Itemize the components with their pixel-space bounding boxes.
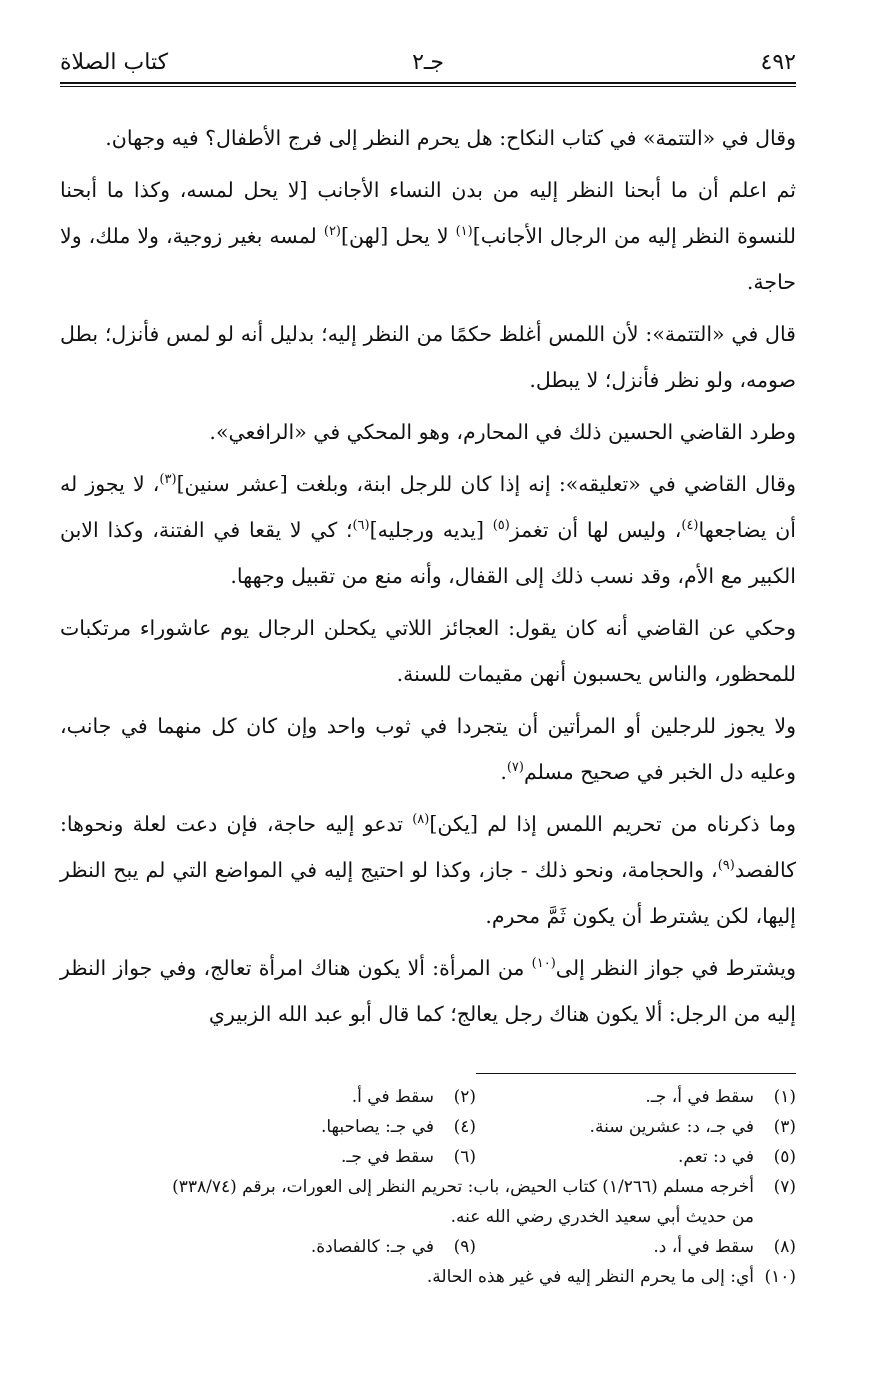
- text-run: ؛ كي لا يقعا في الفتنة، وكذا الابن الكبير مع الأم، وقد نسب ذلك إلى القفال، وأنه منع من تقبيل وجهها.: [60, 518, 796, 588]
- footnote-marker: (٦): [352, 518, 370, 534]
- text-run: قال في «التتمة»: لأن اللمس أغلظ حكمًا من النظر إليه؛ بدليل أنه لو لمس فأنزل؛ بطل صومه، ولو نظر فأنزل؛ لا يبطل.: [60, 322, 796, 392]
- text-run: لمسه بغير زوجية، ولا ملك، ولا حاجة.: [60, 224, 796, 294]
- footnote-2: (٢) سقط في أ.: [351, 1087, 476, 1107]
- footnote-7-continuation: من حديث أبي سعيد الخدري رضي الله عنه.: [450, 1207, 754, 1227]
- footnote-marker: (١٠): [531, 956, 556, 972]
- text-run: ولا يجوز للرجلين أو المرأتين أن يتجردا في ثوب واحد وإن كان كل منهما في جانب، وعليه دل الخبر في صحيح مسلم: [60, 714, 796, 784]
- footnote-4: (٤) في جـ: يصاحبها.: [320, 1117, 476, 1137]
- footnote-marker: (٧): [506, 760, 524, 776]
- footnote-marker: (٥): [492, 518, 510, 534]
- footnote-3: (٣) في جـ، د: عشرين سنة.: [589, 1117, 796, 1137]
- header-rule: [60, 82, 796, 87]
- text-run: وما ذكرناه من تحريم اللمس إذا لم [يكن]: [429, 812, 796, 836]
- footnote-marker: (٢): [323, 224, 341, 240]
- footnote-rule: [476, 1073, 796, 1074]
- text-run: ، وليس لها أن تغمز: [509, 518, 682, 542]
- footnote-row: [60, 1232, 796, 1262]
- paragraph: [60, 311, 796, 403]
- paragraph: [60, 605, 796, 697]
- footnote-marker: (٣): [159, 472, 177, 488]
- footnote-8: (٨) سقط في أ، د.: [653, 1237, 796, 1257]
- main-text: [60, 115, 796, 1037]
- text-run: ، لا يجوز له أن يضاجعها: [60, 472, 796, 542]
- running-header: [60, 40, 796, 80]
- text-run: وقال في «التتمة» في كتاب النكاح: هل يحرم النظر إلى فرج الأطفال؟ فيه وجهان.: [105, 126, 796, 150]
- text-run: .: [500, 760, 507, 784]
- volume-label: جـ٢: [412, 50, 444, 75]
- text-run: وحكي عن القاضي أنه كان يقول: العجائز اللاتي يكحلن الرجال يوم عاشوراء مرتكبات للمحظور، والناس يحسبون أنهن مقيمات للسنة.: [60, 616, 796, 686]
- text-run: تدعو إليه حاجة، فإن دعت لعلة ونحوها: كالفصد: [60, 812, 796, 882]
- text-run: لا يحل [لهن]: [341, 224, 456, 248]
- paragraph: [60, 945, 796, 1037]
- paragraph: [60, 167, 796, 305]
- text-run: وقال القاضي في «تعليقه»: إنه إذا كان للرجل ابنة، وبلغت [عشر سنين]: [176, 472, 796, 496]
- footnotes: [60, 1082, 796, 1292]
- footnote-row: [60, 1082, 796, 1112]
- text-run: وطرد القاضي الحسين ذلك في المحارم، وهو المحكي في «الرافعي».: [209, 420, 796, 444]
- footnote-7: (٧) أخرجه مسلم (١/٢٦٦) كتاب الحيض، باب: تحريم النظر إلى العورات، برقم (٣٣٨/٧٤): [172, 1177, 796, 1197]
- paragraph: [60, 703, 796, 795]
- footnote-marker: (١): [455, 224, 473, 240]
- footnote-marker: (٩): [717, 858, 735, 874]
- footnote-5: (٥) في د: تعم.: [677, 1147, 796, 1167]
- text-run: ثم اعلم أن ما أبحنا النظر إليه من بدن النساء الأجانب [لا يحل لمسه، وكذا ما أبحنا للنسوة النظر إليه من الرجال الأجانب]: [60, 178, 796, 248]
- footnote-9: (٩) في جـ: كالفصادة.: [310, 1237, 476, 1257]
- paragraph: [60, 461, 796, 599]
- book-title: كتاب الصلاة: [60, 50, 169, 75]
- text-run: ، والحجامة، ونحو ذلك - جاز، وكذا لو احتيج إليه في المواضع التي لم يبح النظر إليها، لكن يشترط أن يكون ثَمَّ محرم.: [60, 858, 796, 928]
- page-number: ٤٩٢: [760, 50, 796, 75]
- book-page: [60, 40, 796, 1292]
- footnote-6: (٦) سقط في جـ.: [341, 1147, 476, 1167]
- text-run: [يديه ورجليه]: [369, 518, 493, 542]
- footnote-row: [60, 1142, 796, 1172]
- footnote-marker: (٤): [681, 518, 699, 534]
- text-run: ويشترط في جواز النظر إلى: [555, 956, 796, 980]
- footnote-row: [60, 1112, 796, 1142]
- footnote-1: (١) سقط في أ، جـ.: [645, 1087, 796, 1107]
- paragraph: [60, 409, 796, 455]
- text-run: من المرأة: ألا يكون هناك امرأة تعالج، وفي جواز النظر إليه من الرجل: ألا يكون هناك رجل يعالج؛ كما قال أبو عبد الله الزبيري: [60, 956, 796, 1026]
- footnote-10: (١٠) أي: إلى ما يحرم النظر إليه في غير هذه الحالة.: [426, 1267, 796, 1287]
- paragraph: [60, 801, 796, 939]
- paragraph: [60, 115, 796, 161]
- footnote-marker: (٨): [412, 812, 430, 828]
